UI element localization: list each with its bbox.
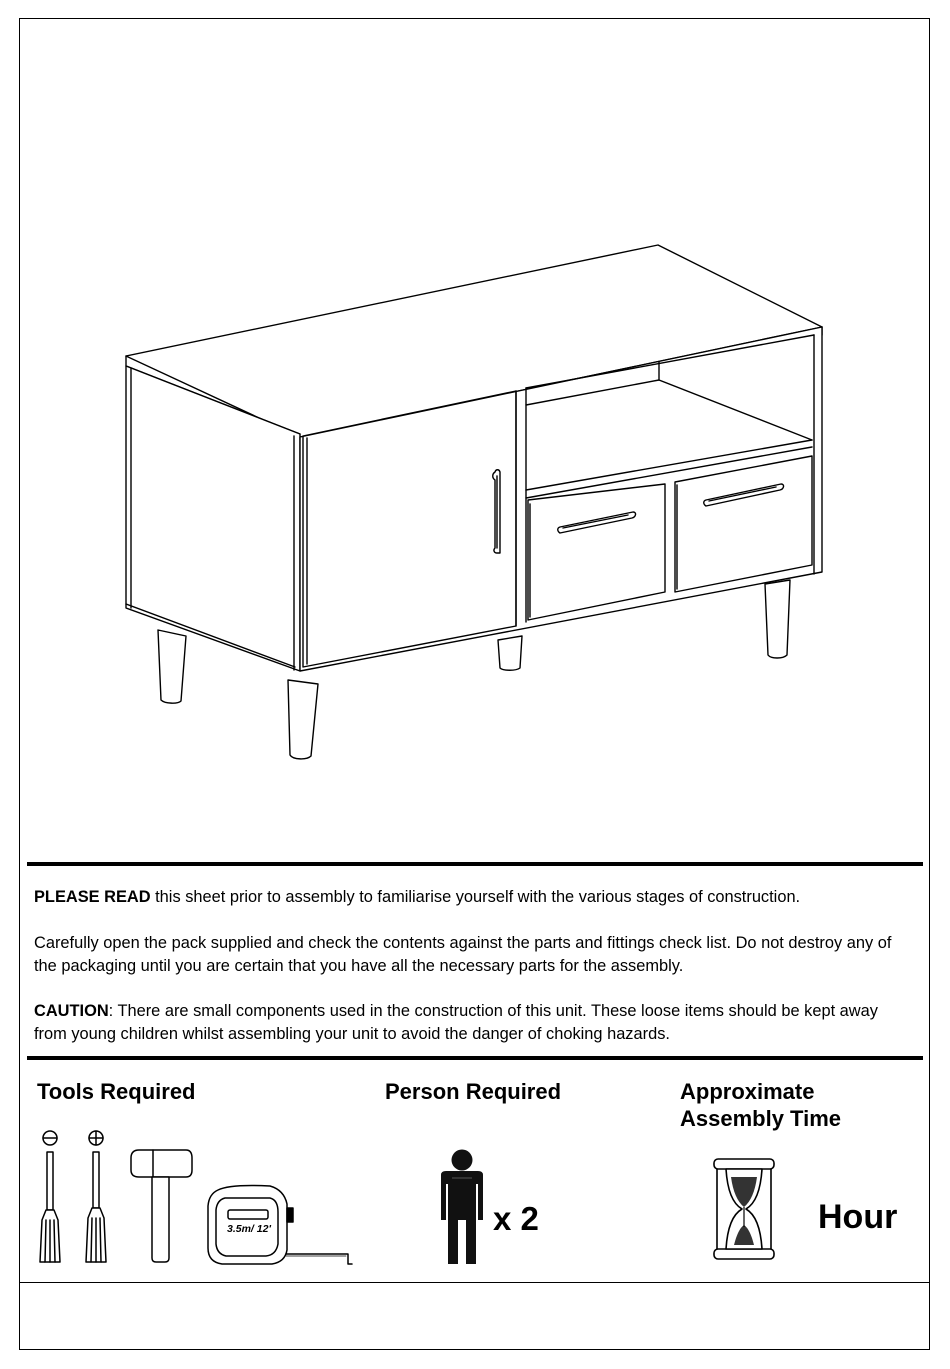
hourglass-icon (710, 1155, 780, 1265)
time-heading-line1: Approximate (680, 1079, 815, 1104)
please-read-paragraph: PLEASE READ this sheet prior to assembly to familiarise yourself with the various stages of construction. (34, 888, 801, 906)
tools-heading: Tools Required (37, 1079, 196, 1104)
person-heading: Person Required (385, 1079, 562, 1104)
hammer-icon (131, 1150, 192, 1262)
caution-paragraph: CAUTION: There are small components used in the construction of this unit. These loose items should be kept away from young children whilst assembling your unit to avoid the danger of choking hazards. (34, 1002, 878, 1043)
flathead-screwdriver-icon (40, 1131, 60, 1262)
time-heading-line2: Assembly Time (680, 1106, 842, 1131)
check-contents-paragraph: Carefully open the pack supplied and check the contents against the parts and fittings check list. Do not destroy any of the packaging until you are certain that you have all the necessary parts for the assembly. (34, 934, 892, 975)
person-icon (438, 1148, 488, 1266)
person-count: x 2 (493, 1200, 539, 1237)
assembly-time-value: Hour (818, 1198, 898, 1236)
tape-measure-label: 3.5m/ 12' (227, 1223, 271, 1235)
phillips-screwdriver-icon (86, 1131, 106, 1262)
